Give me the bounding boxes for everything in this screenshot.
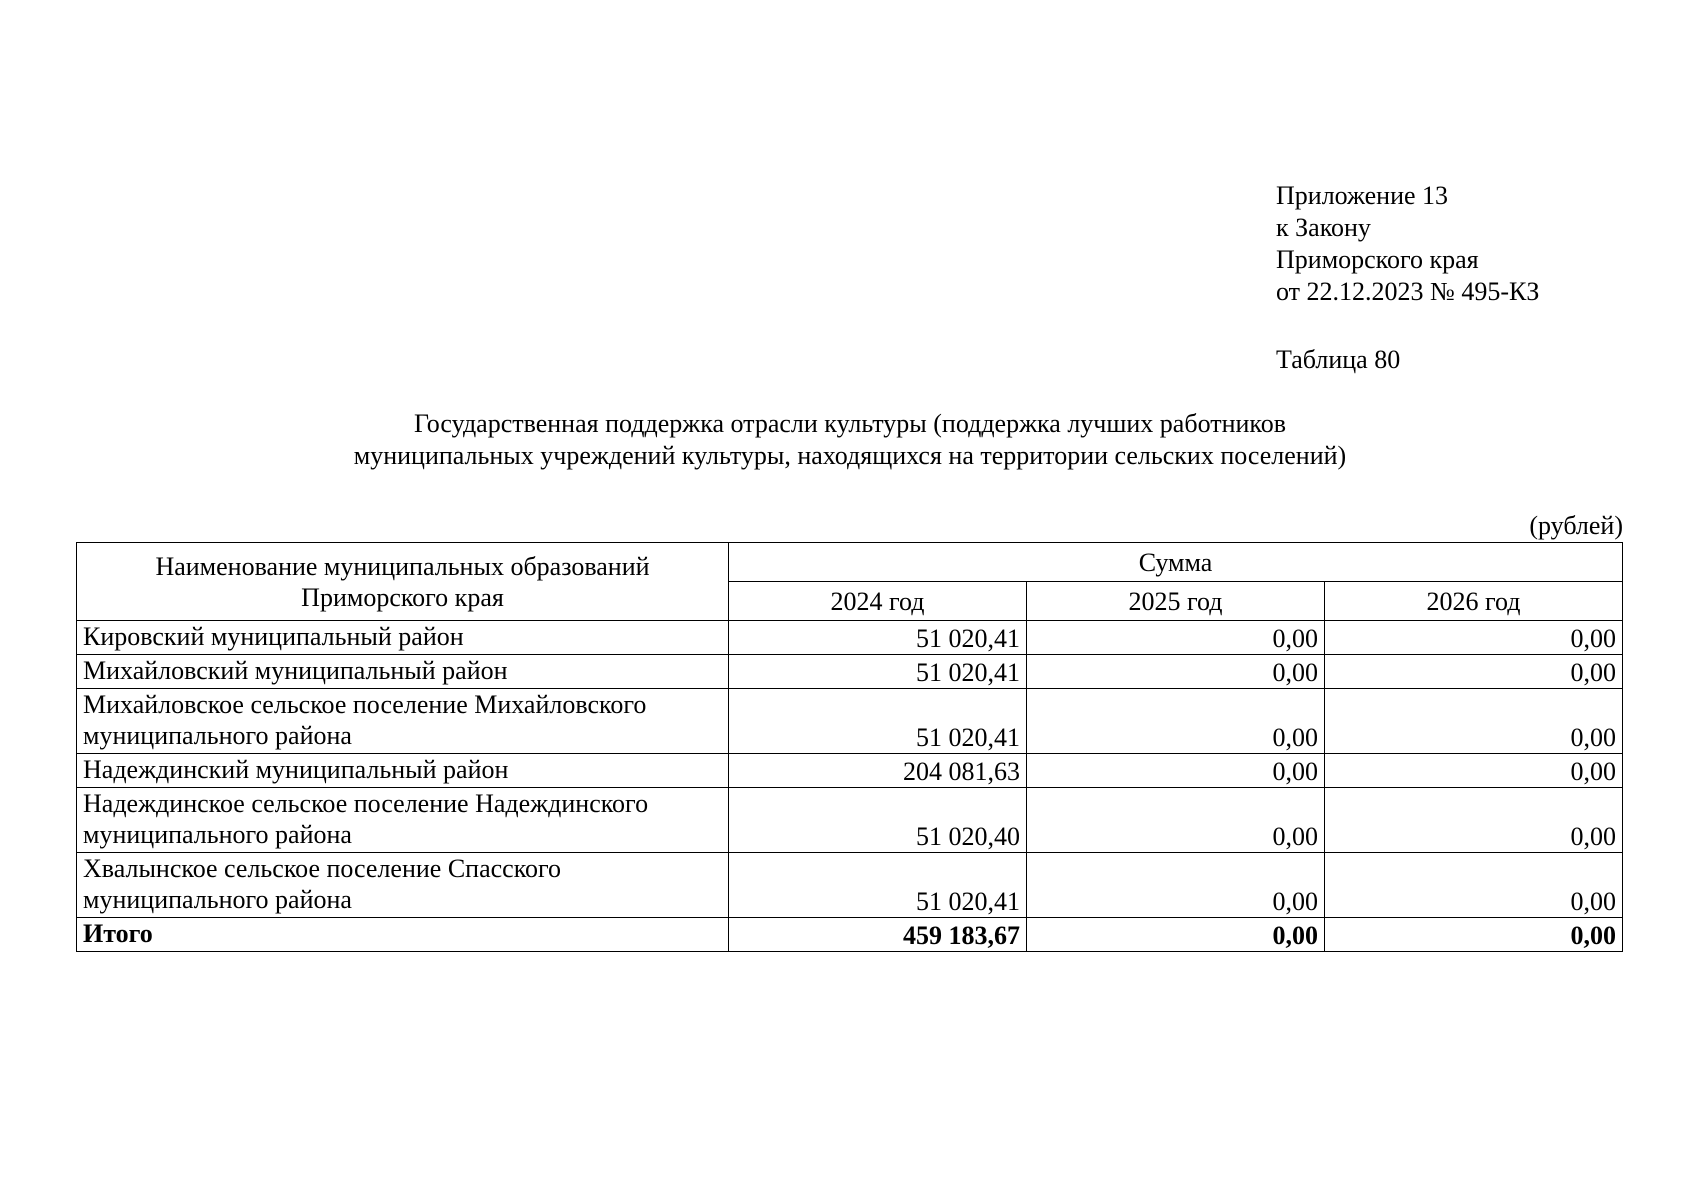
table-row	[77, 754, 1623, 788]
row-value-2024: 51 020,40	[729, 788, 1027, 853]
row-value-2026: 0,00	[1325, 853, 1623, 918]
row-value-2024: 51 020,41	[729, 655, 1027, 689]
row-value-2025: 0,00	[1027, 655, 1325, 689]
row-value-2025: 0,00	[1027, 689, 1325, 754]
appendix-line-3: Приморского края	[1276, 245, 1479, 274]
total-label: Итого	[77, 918, 729, 952]
row-value-2024: 51 020,41	[729, 689, 1027, 754]
row-value-2026: 0,00	[1325, 655, 1623, 689]
row-name: Михайловское сельское поселение Михайловского муниципального района	[77, 689, 729, 754]
total-value-2024: 459 183,67	[729, 918, 1027, 952]
table-total-row	[77, 918, 1623, 952]
document-title-line-1: Государственная поддержка отрасли культуры (поддержка лучших работников	[413, 409, 1287, 438]
funding-table	[76, 542, 1623, 952]
document-title-line-2: муниципальных учреждений культуры, находящихся на территории сельских поселений)	[353, 441, 1347, 470]
table-row	[77, 853, 1623, 918]
row-value-2025: 0,00	[1027, 621, 1325, 655]
table-row	[77, 655, 1623, 689]
row-value-2025: 0,00	[1027, 853, 1325, 918]
row-name: Надеждинское сельское поселение Надеждинского муниципального района	[77, 788, 729, 853]
appendix-reference	[1276, 180, 1539, 308]
total-value-2025: 0,00	[1027, 918, 1325, 952]
header-year-2025: 2025 год	[1027, 582, 1325, 621]
header-year-2024: 2024 год	[729, 582, 1027, 621]
header-sum: Сумма	[729, 543, 1623, 582]
row-name: Хвалынское сельское поселение Спасского муниципального района	[77, 853, 729, 918]
table-row	[77, 689, 1623, 754]
table-row	[77, 621, 1623, 655]
total-value-2026: 0,00	[1325, 918, 1623, 952]
table-row	[77, 788, 1623, 853]
appendix-line-2: к Закону	[1276, 213, 1371, 242]
row-value-2025: 0,00	[1027, 788, 1325, 853]
units-label: (рублей)	[1529, 511, 1623, 540]
row-value-2026: 0,00	[1325, 754, 1623, 788]
appendix-line-1: Приложение 13	[1276, 181, 1449, 210]
document-title	[180, 408, 1520, 472]
row-name: Кировский муниципальный район	[77, 621, 729, 655]
header-municipality-name: Наименование муниципальных образований Приморского края	[77, 543, 729, 621]
row-value-2024: 51 020,41	[729, 853, 1027, 918]
appendix-line-4: от 22.12.2023 № 495-КЗ	[1276, 277, 1540, 306]
row-value-2024: 51 020,41	[729, 621, 1027, 655]
header-year-2026: 2026 год	[1325, 582, 1623, 621]
row-value-2026: 0,00	[1325, 621, 1623, 655]
row-value-2026: 0,00	[1325, 689, 1623, 754]
row-name: Михайловский муниципальный район	[77, 655, 729, 689]
row-value-2025: 0,00	[1027, 754, 1325, 788]
row-name: Надеждинский муниципальный район	[77, 754, 729, 788]
table-number: Таблица 80	[1276, 345, 1401, 374]
row-value-2024: 204 081,63	[729, 754, 1027, 788]
row-value-2026: 0,00	[1325, 788, 1623, 853]
